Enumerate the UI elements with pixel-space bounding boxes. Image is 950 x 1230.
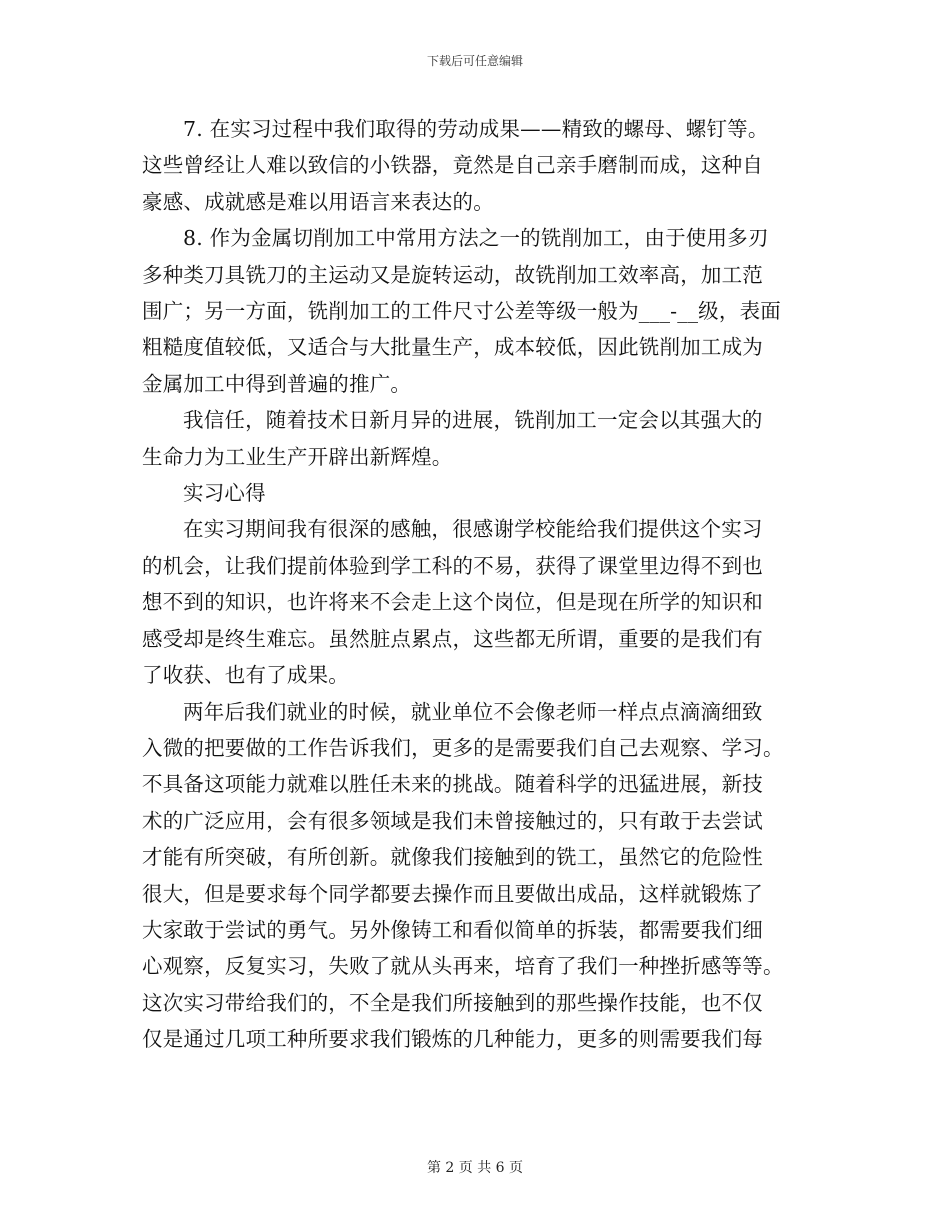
text-line: 大家敢于尝试的勇气。另外像铸工和看似简单的拆装，都需要我们细 [142, 917, 763, 942]
text-line: 多种类刀具铣刀的主运动又是旋转运动，故铣削加工效率高，加工范 [142, 262, 763, 287]
paragraph-8 [142, 220, 807, 402]
text-line: 两年后我们就业的时候，就业单位不会像老师一样点点滴滴细致 [183, 699, 763, 724]
text-line: 感受却是终生难忘。虽然脏点累点，这些都无所谓，重要的是我们有 [142, 626, 763, 651]
text-line: 很大，但是要求每个同学都要去操作而且要做出成品，这样就锻炼了 [142, 881, 763, 906]
text-line: 8. 作为金属切削加工中常用方法之一的铣削加工，由于使用多刃 [183, 226, 769, 251]
text-line: 入微的把要做的工作告诉我们，更多的是需要我们自己去观察、学习。 [142, 735, 784, 760]
paragraph-7 [142, 111, 807, 220]
text-line: 术的广泛应用，会有很多领域是我们未曾接触过的，只有敢于去尝试 [142, 808, 763, 833]
text-line: 了收获、也有了成果。 [142, 663, 349, 688]
text-line: 想不到的知识，也许将来不会走上这个岗位，但是现在所学的知识和 [142, 590, 763, 615]
text-line: 不具备这项能力就难以胜任未来的挑战。随着科学的迅猛进展，新技 [142, 772, 763, 797]
text-line: 粗糙度值较低，又适合与大批量生产，成本较低，因此铣削加工成为 [142, 335, 763, 360]
text-line: 围广；另一方面，铣削加工的工件尺寸公差等级一般为___-__级，表面 [142, 299, 781, 324]
section-heading [142, 475, 807, 511]
text-line: 才能有所突破，有所创新。就像我们接触到的铣工，虽然它的危险性 [142, 845, 763, 870]
text-line: 这次实习带给我们的，不全是我们所接触到的那些操作技能，也不仅 [142, 990, 763, 1015]
paragraph-outlook [142, 402, 807, 475]
text-line: 我信任，随着技术日新月异的进展，铣削加工一定会以其强大的 [183, 408, 763, 433]
text-line: 豪感、成就感是难以用语言来表达的。 [142, 189, 494, 214]
text-line: 仅是通过几项工种所要求我们锻炼的几种能力，更多的则需要我们每 [142, 1027, 763, 1052]
text-line: 心观察，反复实习，失败了就从头再来，培育了我们一种挫折感等等。 [142, 954, 784, 979]
paragraph-reflection-1 [142, 511, 807, 693]
page-number: 第 2 页 共 6 页 [426, 1160, 524, 1176]
page-header: 下载后可任意编辑 [426, 54, 523, 68]
text-line: 7. 在实习过程中我们取得的劳动成果——精致的螺母、螺钉等。 [183, 117, 769, 141]
text-line: 的机会，让我们提前体验到学工科的不易，获得了课堂里边得不到也 [142, 553, 763, 578]
text-line: 生命力为工业生产开辟出新辉煌。 [142, 444, 453, 469]
document-body [142, 111, 807, 1058]
paragraph-reflection-2 [142, 694, 807, 1058]
text-line: 在实习期间我有很深的感触，很感谢学校能给我们提供这个实习 [183, 517, 763, 542]
text-line: 金属加工中得到普遍的推广。 [142, 371, 412, 396]
heading-text: 实习心得 [183, 481, 266, 506]
text-line: 这些曾经让人难以致信的小铁器，竟然是自己亲手磨制而成，这种自 [142, 153, 763, 178]
